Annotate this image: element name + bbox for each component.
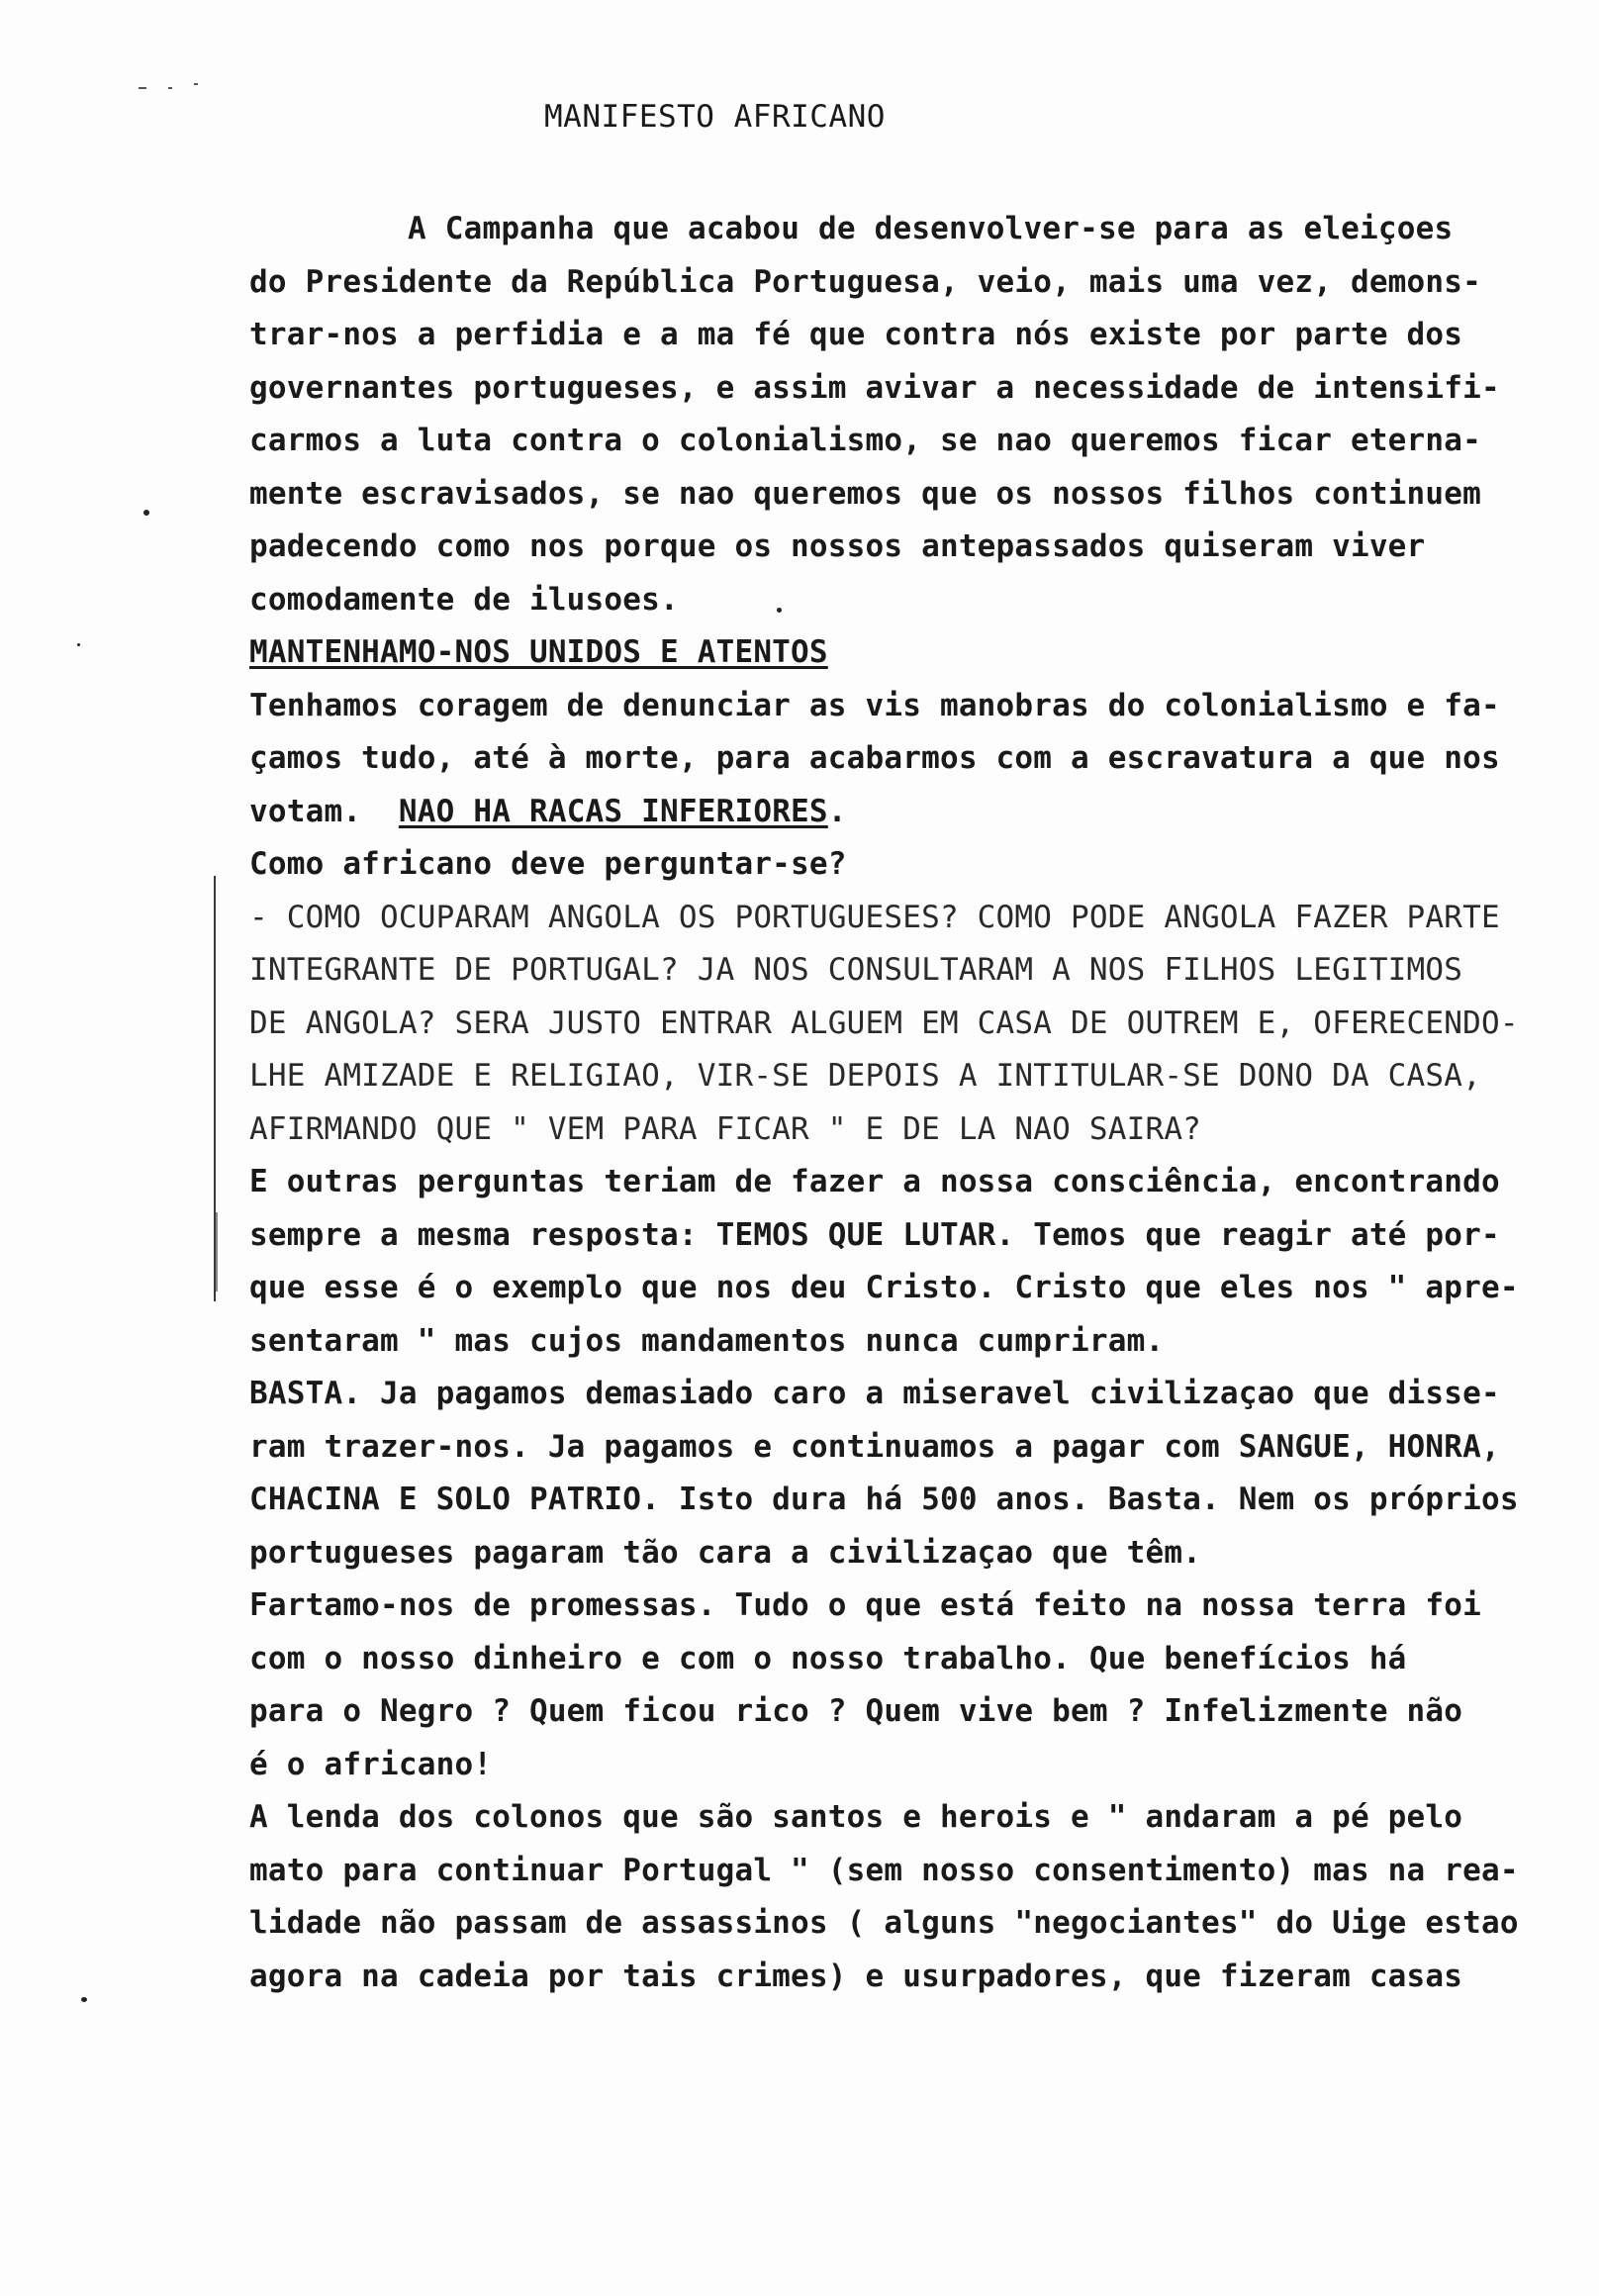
paper-mark xyxy=(168,87,172,89)
text-line xyxy=(249,1739,1585,1792)
line-text: sempre a mesma resposta: TEMOS QUE LUTAR. Temos que reagir até por- xyxy=(249,1216,1500,1253)
line-text: Tenhamos coragem de denunciar as vis manobras do colonialismo e fa- xyxy=(249,687,1500,723)
text-line xyxy=(249,626,1585,680)
line-text: LHE AMIZADE E RELIGIAO, VIR-SE DEPOIS A INTITULAR-SE DONO DA CASA, xyxy=(249,1058,1481,1094)
text-line xyxy=(249,944,1585,998)
line-text: sentaram " mas cujos mandamentos nunca cumpriram. xyxy=(249,1322,1165,1359)
text-line xyxy=(249,786,1585,839)
text-line xyxy=(249,1103,1585,1157)
text-line xyxy=(249,1368,1585,1421)
document-body xyxy=(249,203,1585,2003)
text-line xyxy=(249,1474,1585,1527)
line-text: INTEGRANTE DE PORTUGAL? JA NOS CONSULTARAM A NOS FILHOS LEGITIMOS xyxy=(249,952,1463,988)
text-line xyxy=(249,1845,1585,1898)
paper-mark xyxy=(194,83,198,85)
line-text: AFIRMANDO QUE " VEM PARA FICAR " E DE LA NAO SAIRA? xyxy=(249,1110,1202,1147)
line-text: comodamente de ilusoes. xyxy=(249,581,679,618)
paper-speck xyxy=(77,643,80,646)
line-text: votam. xyxy=(249,793,399,829)
line-text: çamos tudo, até à morte, para acabarmos com a escravatura a que nos xyxy=(249,740,1500,776)
text-line xyxy=(249,203,1585,256)
text-line xyxy=(249,415,1585,468)
line-text: carmos a luta contra o colonialismo, se nao queremos ficar eterna- xyxy=(249,423,1481,458)
line-text: com o nosso dinheiro e com o nosso trabalho. Que benefícios há xyxy=(249,1640,1407,1676)
text-line xyxy=(249,521,1585,574)
text-line xyxy=(249,998,1585,1051)
text-line xyxy=(249,468,1585,522)
line-text: é o africano! xyxy=(249,1746,493,1782)
underlined-slogan: NAO HA RACAS INFERIORES xyxy=(398,793,828,829)
paper-speck xyxy=(143,510,149,516)
text-line xyxy=(249,680,1585,733)
text-line xyxy=(249,1315,1585,1369)
line-text: lidade não passam de assassinos ( alguns "negociantes" do Uige estao xyxy=(249,1905,1519,1941)
text-line xyxy=(249,892,1585,945)
line-text: BASTA. Ja pagamos demasiado caro a miseravel civilizaçao que disse- xyxy=(249,1376,1500,1411)
text-line xyxy=(249,838,1585,892)
text-line xyxy=(249,1951,1585,2004)
line-text: E outras perguntas teriam de fazer a nossa consciência, encontrando xyxy=(249,1164,1500,1199)
text-line xyxy=(249,1527,1585,1580)
text-line xyxy=(249,1791,1585,1845)
line-text: do Presidente da República Portuguesa, veio, mais uma vez, demons- xyxy=(249,263,1481,300)
text-line xyxy=(249,1262,1585,1315)
text-line xyxy=(249,574,1585,627)
line-text: - COMO OCUPARAM ANGOLA OS PORTUGUESES? COMO PODE ANGOLA FAZER PARTE xyxy=(249,899,1500,935)
text-line xyxy=(249,1209,1585,1263)
line-text: para o Negro ? Quem ficou rico ? Quem vive bem ? Infelizmente não xyxy=(249,1693,1463,1729)
line-text: A Campanha que acabou de desenvolver-se para as eleiçoes xyxy=(408,211,1454,246)
margin-annotation-line-lower xyxy=(216,1212,218,1292)
line-text: trar-nos a perfidia e a ma fé que contra nós existe por parte dos xyxy=(249,317,1463,352)
line-text: MANTENHAMO-NOS UNIDOS E ATENTOS xyxy=(249,634,828,670)
line-text: agora na cadeia por tais crimes) e usurpadores, que fizeram casas xyxy=(249,1958,1463,1994)
line-text: CHACINA E SOLO PATRIO. Isto dura há 500 anos. Basta. Nem os próprios xyxy=(249,1482,1519,1517)
paper-mark xyxy=(139,87,146,89)
text-line xyxy=(249,1685,1585,1739)
text-line xyxy=(249,1897,1585,1951)
line-text: Como africano deve perguntar-se? xyxy=(249,846,847,882)
line-text: padecendo como nos porque os nossos antepassados quiseram viver xyxy=(249,528,1426,564)
paper-speck xyxy=(81,1997,87,2002)
line-text: DE ANGOLA? SERA JUSTO ENTRAR ALGUEM EM CASA DE OUTREM E, OFERECENDO- xyxy=(249,1004,1519,1041)
text-line xyxy=(249,1633,1585,1686)
text-line xyxy=(249,309,1585,362)
text-line xyxy=(249,1421,1585,1475)
text-line xyxy=(249,732,1585,786)
document-title: MANIFESTO AFRICANO xyxy=(544,99,886,135)
line-text: ram trazer-nos. Ja pagamos e continuamos a pagar com SANGUE, HONRA, xyxy=(249,1428,1500,1465)
text-line xyxy=(249,1579,1585,1633)
line-text: Fartamo-nos de promessas. Tudo o que está feito na nossa terra foi xyxy=(249,1587,1481,1623)
line-text: mato para continuar Portugal " (sem nosso consentimento) mas na rea- xyxy=(249,1852,1519,1888)
line-tail: . xyxy=(827,793,847,829)
line-text: A lenda dos colonos que são santos e herois e " andaram a pé pelo xyxy=(249,1799,1463,1835)
line-text: governantes portugueses, e assim avivar a necessidade de intensifi- xyxy=(249,369,1500,406)
text-line xyxy=(249,362,1585,416)
text-line xyxy=(249,1156,1585,1209)
line-text: portugueses pagaram tão cara a civilizaçao que têm. xyxy=(249,1534,1202,1571)
line-text: que esse é o exemplo que nos deu Cristo. Cristo que eles nos " apre- xyxy=(249,1270,1519,1305)
text-line xyxy=(249,1050,1585,1103)
line-text: mente escravisados, se nao queremos que os nossos filhos continuem xyxy=(249,475,1481,512)
text-line xyxy=(249,256,1585,310)
